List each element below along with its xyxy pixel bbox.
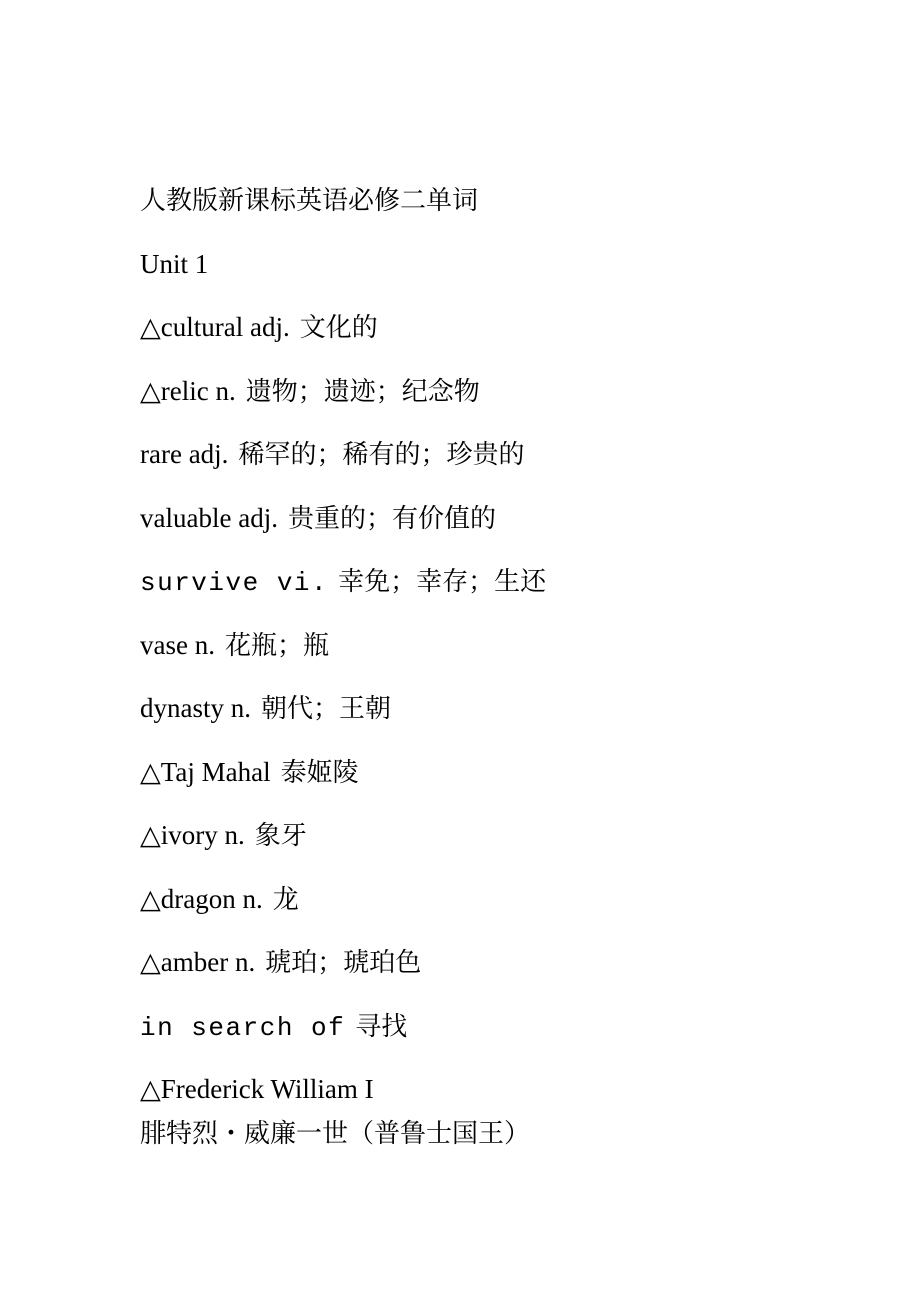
entry-word: △relic n. bbox=[140, 375, 236, 406]
entry-word: △dragon n. bbox=[140, 883, 263, 914]
vocab-entry bbox=[140, 942, 780, 982]
entry-meaning: 幸免；幸存；生还 bbox=[338, 567, 547, 597]
vocab-entry bbox=[140, 879, 780, 919]
vocab-entry bbox=[140, 498, 780, 538]
entry-meaning: 寻找 bbox=[355, 1011, 408, 1042]
entry-meaning: 稀罕的；稀有的；珍贵的 bbox=[238, 440, 525, 470]
entry-meaning: 琥珀；琥珀色 bbox=[265, 948, 422, 978]
entry-meaning: 遗物；遗迹；纪念物 bbox=[245, 376, 480, 407]
vocab-entry bbox=[140, 815, 780, 855]
entry-meaning: 泰姬陵 bbox=[280, 757, 359, 788]
document-title: 人教版新课标英语必修二单词 bbox=[140, 186, 479, 216]
entry-meaning: 象牙 bbox=[254, 821, 307, 851]
entry-meaning: 朝代；王朝 bbox=[261, 694, 392, 724]
entry-word: dynasty n. bbox=[140, 693, 251, 723]
vocab-entry bbox=[140, 434, 780, 474]
entry-meaning: 花瓶；瓶 bbox=[224, 630, 329, 661]
vocab-entry bbox=[140, 688, 780, 728]
vocab-entry bbox=[140, 752, 780, 792]
entry-word: in search of bbox=[140, 1012, 346, 1043]
entry-word: rare adj. bbox=[140, 439, 229, 469]
entry-word: △amber n. bbox=[140, 947, 256, 977]
entry-meaning: 腓特烈・威廉一世（普鲁士国王） bbox=[140, 1119, 531, 1149]
entry-word: valuable adj. bbox=[140, 502, 278, 533]
vocab-entry bbox=[140, 1006, 780, 1046]
entry-meaning: 贵重的；有价值的 bbox=[287, 503, 496, 534]
vocab-entry bbox=[140, 371, 780, 411]
entry-word: vase n. bbox=[140, 629, 215, 660]
entry-word: survive vi. bbox=[140, 568, 329, 598]
entry-word: △Frederick William I bbox=[140, 1074, 374, 1104]
vocab-entry bbox=[140, 625, 780, 665]
entry-meaning: 龙 bbox=[272, 884, 299, 915]
unit-heading: Unit 1 bbox=[140, 248, 209, 279]
vocab-entry bbox=[140, 561, 780, 601]
vocab-entry bbox=[140, 307, 780, 347]
entry-meaning: 文化的 bbox=[299, 313, 378, 343]
entry-word: △cultural adj. bbox=[140, 312, 290, 342]
document-page bbox=[140, 180, 780, 1180]
entry-word: △ivory n. bbox=[140, 820, 245, 850]
vocab-entry bbox=[140, 1067, 780, 1156]
entry-word: △Taj Mahal bbox=[140, 756, 271, 787]
